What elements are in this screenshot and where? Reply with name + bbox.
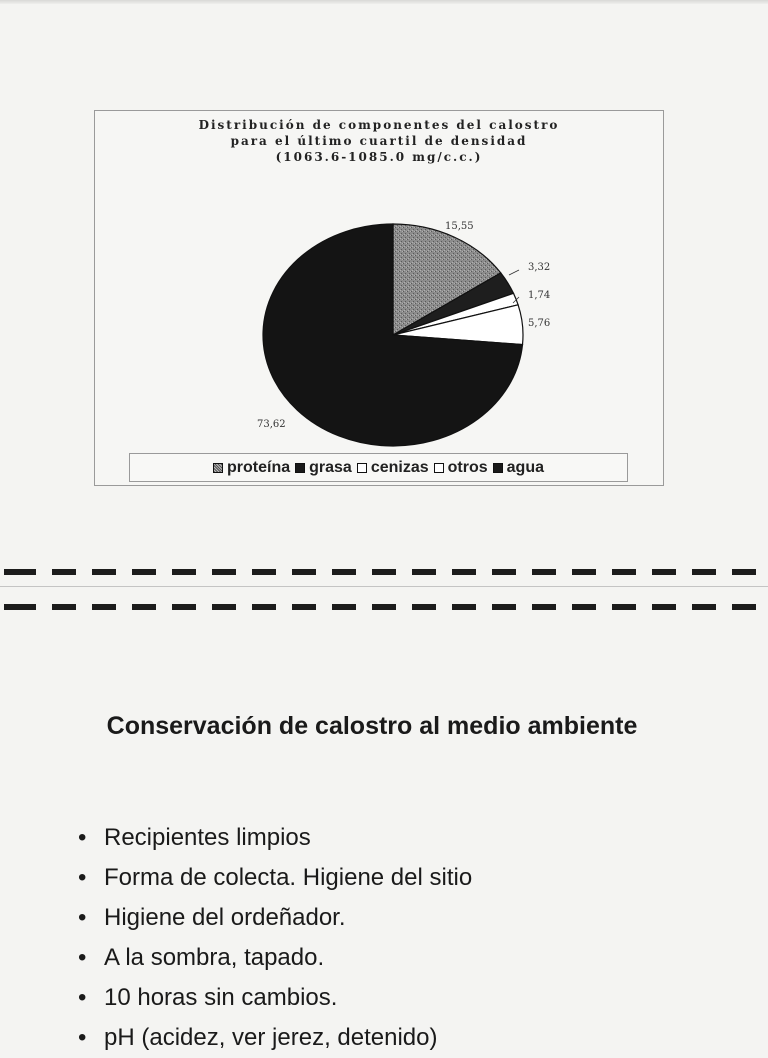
legend-label: grasa — [309, 458, 352, 476]
bullet-list — [78, 818, 472, 1058]
section-heading: Conservación de calostro al medio ambiente — [106, 712, 638, 740]
legend-label: otros — [447, 458, 488, 476]
chart-title-line-1: Distribución de componentes del calostro — [198, 118, 560, 132]
legend-label: proteína — [227, 458, 291, 476]
bullet-dot: • — [78, 944, 87, 971]
data-label-proteína: 15,55 — [445, 221, 474, 232]
legend-swatch — [295, 463, 305, 473]
scan-top-edge — [0, 0, 768, 4]
list-item-text: Recipientes limpios — [104, 824, 311, 851]
bullet-dot: • — [78, 824, 87, 851]
legend-swatch — [213, 463, 223, 473]
legend-swatch — [493, 463, 503, 473]
list-item — [78, 898, 472, 938]
bullet-dot: • — [78, 864, 87, 891]
divider-rule — [0, 586, 768, 587]
bullet-dot: • — [78, 984, 87, 1011]
list-item — [78, 858, 472, 898]
legend-swatch — [357, 463, 367, 473]
dashed-divider-top — [0, 569, 768, 575]
legend-swatch — [434, 463, 444, 473]
list-item-text: pH (acidez, ver jerez, detenido) — [104, 1024, 438, 1051]
legend-item-otros — [434, 459, 488, 477]
data-label-otros: 5,76 — [528, 318, 551, 329]
bullet-dot: • — [78, 904, 87, 931]
legend-item-grasa — [295, 459, 352, 477]
chart-title-line-3: (1063.6-1085.0 mg/c.c.) — [275, 150, 483, 164]
list-item — [78, 818, 472, 858]
data-label-agua: 73,62 — [257, 419, 286, 430]
list-item — [78, 978, 472, 1018]
dashed-divider-bottom — [0, 604, 768, 610]
legend-item-proteína — [213, 459, 290, 477]
list-item-text: A la sombra, tapado. — [104, 944, 325, 971]
legend-label: cenizas — [370, 458, 429, 476]
legend-item-cenizas — [357, 459, 429, 477]
list-item-text: Higiene del ordeñador. — [104, 904, 346, 931]
data-label-grasa: 3,32 — [528, 262, 551, 273]
pie-chart — [95, 111, 665, 451]
chart-legend — [129, 453, 628, 482]
data-label-cenizas: 1,74 — [528, 290, 551, 301]
list-item — [78, 938, 472, 978]
bullet-dot: • — [78, 1024, 87, 1051]
list-item-text: 10 horas sin cambios. — [104, 984, 338, 1011]
leader-line-grasa — [509, 270, 519, 275]
legend-label: agua — [506, 458, 544, 476]
list-item-text: Forma de colecta. Higiene del sitio — [104, 864, 473, 891]
pie-chart-frame — [94, 110, 664, 486]
legend-item-agua — [493, 459, 544, 477]
chart-title-line-2: para el último cuartil de densidad — [230, 134, 528, 148]
list-item — [78, 1018, 472, 1058]
